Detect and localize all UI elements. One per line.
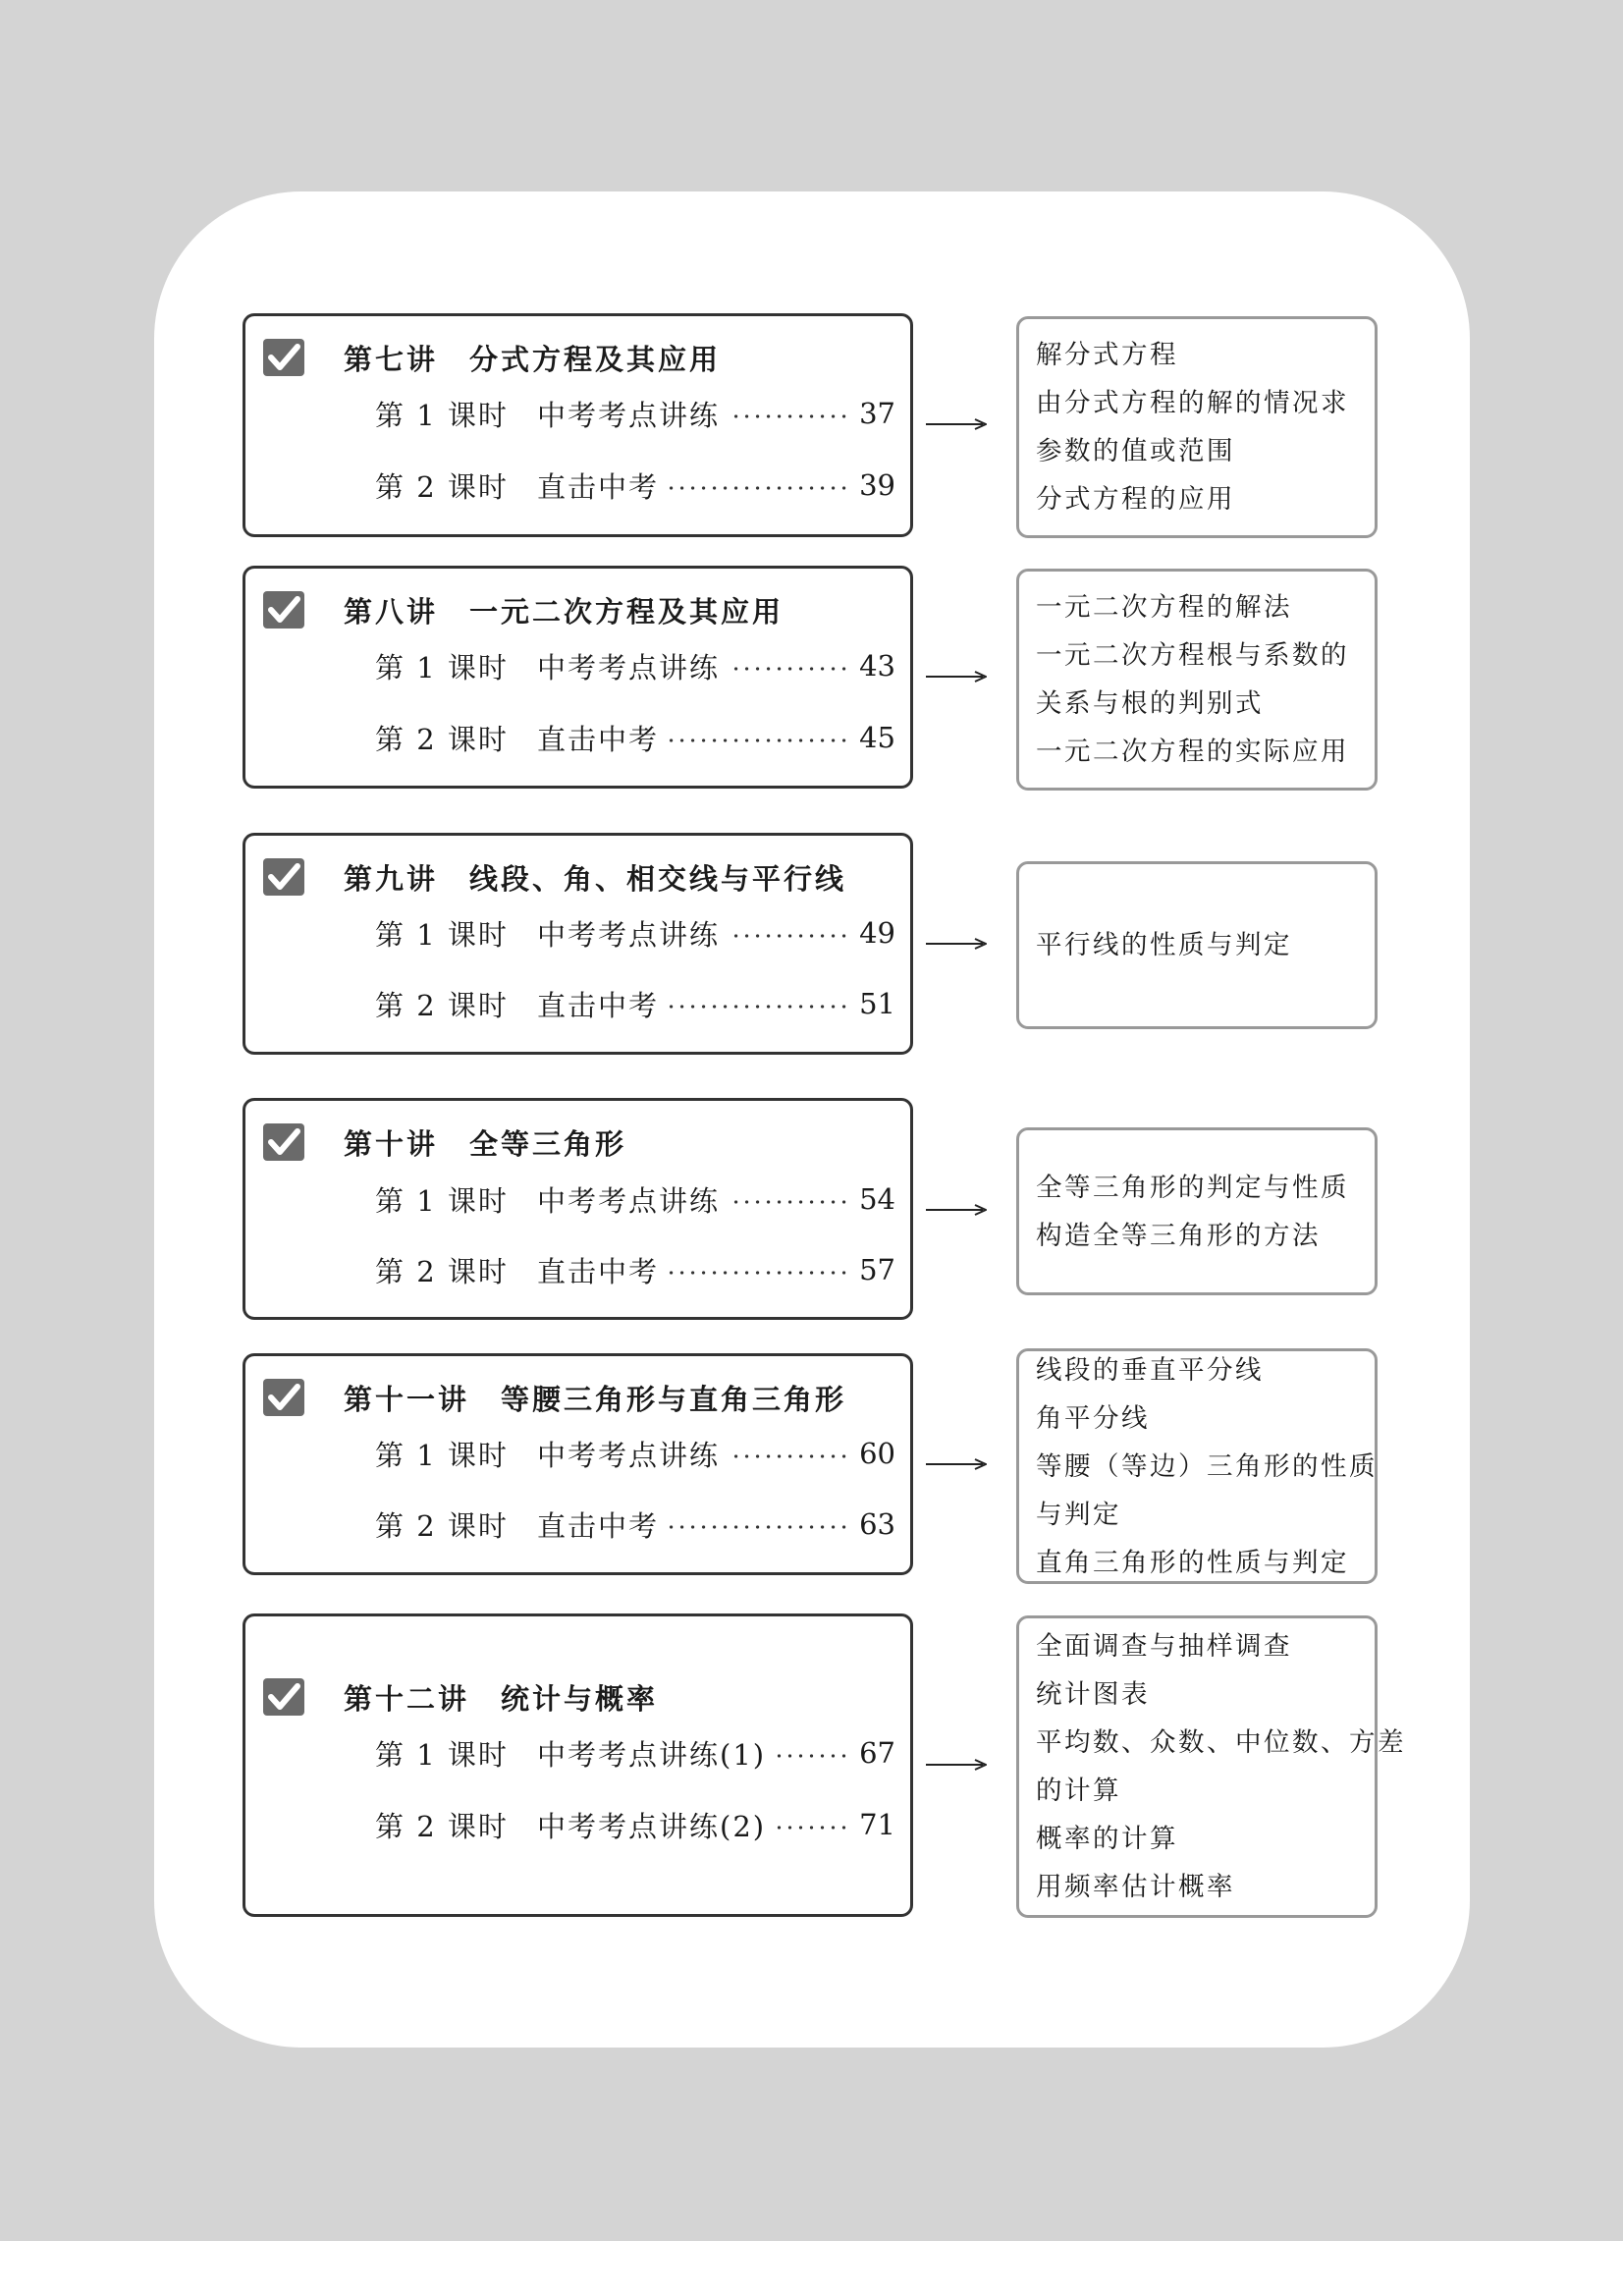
lesson-name: 第 1 课时 [375,1438,509,1472]
lecture-box[interactable] [243,313,913,537]
dot-leader [776,1826,849,1830]
lesson-topic: 中考考点讲练 [537,1183,721,1218]
lesson-topic: 中考考点讲练(2) [537,1809,767,1843]
lesson-name: 第 1 课时 [375,917,509,952]
checkbox-checked-icon [263,339,304,376]
lecture-box[interactable] [243,1353,913,1575]
lecture-header [263,336,721,379]
page-number: 39 [859,468,895,502]
arrow-right-icon [926,417,987,431]
page-footer-strip [0,2241,1623,2296]
lesson-topic: 直击中考 [537,988,660,1022]
dot-leader [669,738,849,742]
knowledge-point: 的计算 [1036,1776,1121,1806]
knowledge-point: 统计图表 [1036,1679,1150,1710]
page-number: 37 [859,397,895,430]
page-number: 67 [859,1736,895,1770]
knowledge-point: 概率的计算 [1036,1824,1178,1854]
lesson-topic: 中考考点讲练(1) [537,1737,767,1772]
checkbox-checked-icon [263,1379,304,1416]
lesson-row[interactable] [375,1504,895,1544]
lesson-row[interactable] [375,984,895,1023]
dot-leader [730,1200,849,1204]
lecture-box[interactable] [243,1613,913,1917]
lecture-box[interactable] [243,1098,913,1320]
lecture-title: 第七讲 分式方程及其应用 [344,342,722,376]
lesson-topic: 中考考点讲练 [537,650,721,684]
knowledge-points-box [1016,569,1378,791]
arrow-right-icon [926,670,987,683]
lesson-topic: 中考考点讲练 [537,398,721,432]
lecture-box[interactable] [243,566,913,789]
knowledge-point: 构造全等三角形的方法 [1036,1220,1321,1251]
lesson-name: 第 1 课时 [375,650,509,684]
knowledge-point: 平均数、众数、中位数、方差 [1036,1727,1406,1758]
knowledge-point: 角平分线 [1036,1402,1150,1434]
lesson-topic: 直击中考 [537,1254,660,1288]
lesson-row[interactable] [375,913,895,953]
page-number: 71 [859,1808,895,1841]
knowledge-point: 线段的垂直平分线 [1036,1354,1264,1386]
lesson-row[interactable] [375,1733,895,1773]
knowledge-points-box [1016,1348,1378,1584]
arrow-right-icon [926,1457,987,1471]
lesson-topic: 中考考点讲练 [537,917,721,952]
lesson-row[interactable] [375,394,895,433]
dot-leader [776,1754,849,1758]
page-number: 51 [859,987,895,1020]
checkbox-checked-icon [263,1123,304,1161]
lecture-header [263,1121,626,1164]
page-number: 63 [859,1507,895,1541]
lesson-name: 第 1 课时 [375,398,509,432]
lesson-name: 第 2 课时 [375,722,509,756]
lesson-name: 第 2 课时 [375,1508,509,1543]
knowledge-point: 全面调查与抽样调查 [1036,1631,1292,1662]
knowledge-point: 等腰（等边）三角形的性质 [1036,1450,1378,1482]
lesson-row[interactable] [375,1179,895,1219]
lesson-row[interactable] [375,465,895,505]
lesson-name: 第 2 课时 [375,469,509,504]
dot-leader [730,667,849,671]
knowledge-point: 用频率估计概率 [1036,1872,1235,1902]
lesson-topic: 直击中考 [537,469,660,504]
knowledge-point: 直角三角形的性质与判定 [1036,1547,1349,1578]
lesson-topic: 直击中考 [537,722,660,756]
dot-leader [669,1271,849,1275]
lesson-name: 第 1 课时 [375,1183,509,1218]
lesson-name: 第 2 课时 [375,988,509,1022]
lecture-title: 第十一讲 等腰三角形与直角三角形 [344,1382,847,1416]
knowledge-points-box [1016,861,1378,1029]
dot-leader [730,934,849,938]
lecture-title: 第十讲 全等三角形 [344,1126,627,1161]
knowledge-point: 一元二次方程根与系数的 [1036,640,1349,671]
lecture-header [263,588,784,631]
dot-leader [730,1454,849,1458]
lesson-row[interactable] [375,718,895,757]
page-number: 45 [859,721,895,754]
arrow-right-icon [926,937,987,951]
knowledge-points-box [1016,1127,1378,1295]
knowledge-point: 一元二次方程的解法 [1036,592,1292,623]
knowledge-point: 分式方程的应用 [1036,484,1235,515]
knowledge-point: 关系与根的判别式 [1036,688,1264,719]
knowledge-point: 解分式方程 [1036,340,1178,370]
lecture-header [263,1675,658,1719]
page-number: 43 [859,649,895,683]
page-number: 54 [859,1182,895,1216]
page-number: 60 [859,1437,895,1470]
arrow-right-icon [926,1758,987,1772]
lesson-row[interactable] [375,1434,895,1473]
lecture-header [263,1376,846,1419]
dot-leader [669,1005,849,1009]
lecture-box[interactable] [243,833,913,1055]
lecture-title: 第八讲 一元二次方程及其应用 [344,594,784,629]
lecture-title: 第十二讲 统计与概率 [344,1681,659,1716]
checkbox-checked-icon [263,1678,304,1716]
knowledge-point: 由分式方程的解的情况求 [1036,388,1349,418]
lecture-title: 第九讲 线段、角、相交线与平行线 [344,861,847,896]
lesson-topic: 中考考点讲练 [537,1438,721,1472]
lesson-row[interactable] [375,1805,895,1844]
lesson-topic: 直击中考 [537,1508,660,1543]
dot-leader [669,1525,849,1529]
page-number: 57 [859,1253,895,1286]
knowledge-point: 参数的值或范围 [1036,436,1235,466]
lesson-name: 第 2 课时 [375,1809,509,1843]
knowledge-points-box [1016,316,1378,538]
knowledge-point: 平行线的性质与判定 [1036,930,1292,960]
knowledge-point: 全等三角形的判定与性质 [1036,1172,1349,1203]
knowledge-point: 一元二次方程的实际应用 [1036,737,1349,767]
lesson-row[interactable] [375,1250,895,1289]
lesson-name: 第 1 课时 [375,1737,509,1772]
lesson-row[interactable] [375,646,895,685]
dot-leader [730,414,849,418]
arrow-right-icon [926,1203,987,1217]
checkbox-checked-icon [263,591,304,629]
page-number: 49 [859,916,895,950]
knowledge-point: 与判定 [1036,1499,1121,1530]
checkbox-checked-icon [263,858,304,896]
lesson-name: 第 2 课时 [375,1254,509,1288]
dot-leader [669,486,849,490]
knowledge-points-box [1016,1615,1406,1918]
lecture-header [263,855,846,899]
